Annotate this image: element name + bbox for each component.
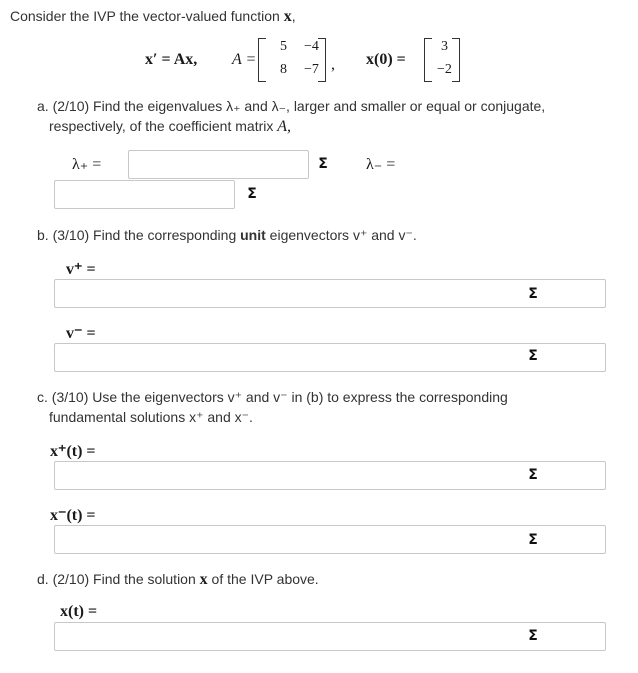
lambda-minus-input[interactable] <box>54 180 235 209</box>
x-minus-label: x⁻(t) = <box>50 507 96 524</box>
lambda-plus-label: λ₊ = <box>72 156 102 173</box>
x-plus-label: x⁺(t) = <box>50 443 96 460</box>
vector-left-bracket <box>424 38 432 82</box>
v-plus-label: v⁺ = <box>66 261 96 278</box>
x-plus-input[interactable] <box>54 461 606 490</box>
v-minus-label: v⁻ = <box>66 325 96 342</box>
intro-text: Consider the IVP the vector-valued function x, <box>10 8 296 25</box>
sigma-icon[interactable]: Σ <box>528 467 538 483</box>
matrix-a22: −7 <box>304 62 319 77</box>
v-plus-input[interactable] <box>54 279 606 308</box>
x-solution-label: x(t) = <box>60 603 98 620</box>
part-a-question-line1: a. (2/10) Find the eigenvalues λ₊ and λ₋, larger and smaller or equal or conjugate, <box>37 98 546 114</box>
x0-component-1: 3 <box>441 39 448 54</box>
part-a-question-line2: respectively, of the coefficient matrix A, <box>49 118 292 135</box>
x0-component-2: −2 <box>437 62 452 77</box>
sigma-icon[interactable]: Σ <box>528 628 538 644</box>
initial-condition-label: x(0) = <box>366 51 406 68</box>
x-solution-input[interactable] <box>54 622 606 651</box>
vector-right-bracket <box>452 38 460 82</box>
part-d-question: d. (2/10) Find the solution x of the IVP above. <box>37 571 319 588</box>
matrix-a12: −4 <box>304 39 319 54</box>
part-c-question-line2: fundamental solutions x⁺ and x⁻. <box>49 409 253 425</box>
sigma-icon[interactable]: Σ <box>247 186 257 202</box>
x-minus-input[interactable] <box>54 525 606 554</box>
sigma-icon[interactable]: Σ <box>528 532 538 548</box>
sigma-icon[interactable]: Σ <box>528 286 538 302</box>
lambda-minus-label: λ₋ = <box>366 156 396 173</box>
part-b-question: b. (3/10) Find the corresponding unit eigenvectors v⁺ and v⁻. <box>37 227 417 243</box>
part-c-question-line1: c. (3/10) Use the eigenvectors v⁺ and v⁻ in (b) to express the corresponding <box>37 389 508 405</box>
matrix-left-bracket <box>258 38 266 82</box>
matrix-a21: 8 <box>280 62 287 77</box>
v-minus-input[interactable] <box>54 343 606 372</box>
sigma-icon[interactable]: Σ <box>318 156 328 172</box>
sigma-icon[interactable]: Σ <box>528 348 538 364</box>
ode-equation: x′ = Ax, <box>145 51 198 68</box>
matrix-right-bracket <box>318 38 326 82</box>
lambda-plus-input[interactable] <box>128 150 309 179</box>
matrix-label: A = <box>232 51 257 68</box>
matrix-a11: 5 <box>280 39 287 54</box>
equation-separator: , <box>331 56 335 73</box>
